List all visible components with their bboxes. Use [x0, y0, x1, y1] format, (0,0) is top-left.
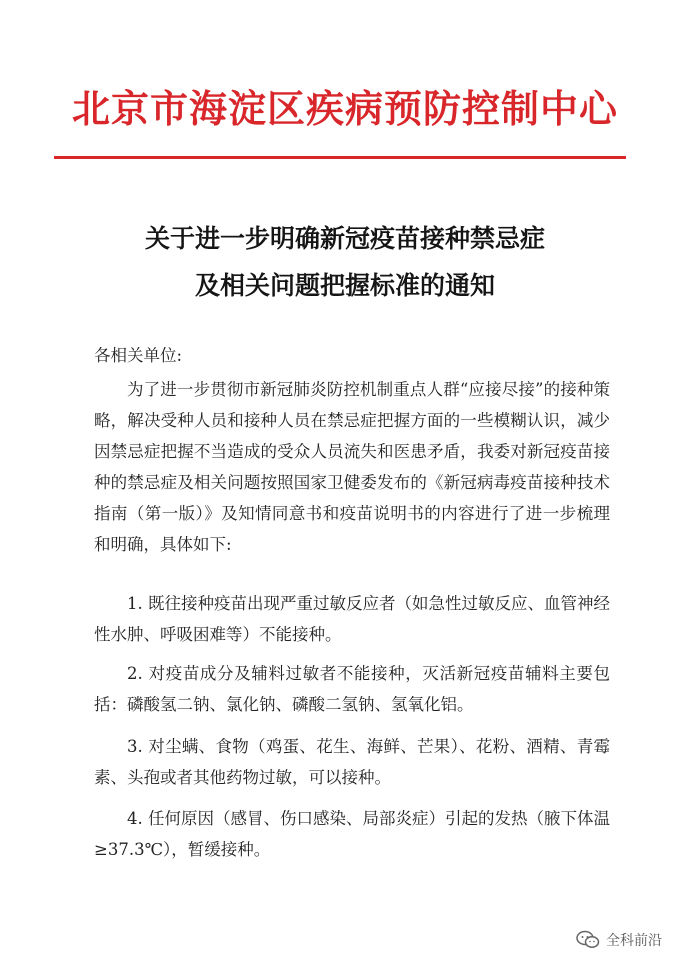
organization-header: 北京市海淀区疾病预防控制中心	[71, 86, 618, 131]
intro-paragraph: 为了进一步贯彻市新冠肺炎防控机制重点人群“应接尽接”的接种策略，解决受种人员和接种人员在禁忌症把握方面的一些模糊认识，减少因禁忌症把握不当造成的受众人员流失和医患矛盾，我委对新冠疫苗接种的禁忌症及相关问题按照国家卫健委发布的《新冠病毒疫苗接种技术指南（第一版）》及知情同意书和疫苗说明书的内容进行了进一步梳理和明确，具体如下:	[94, 380, 610, 554]
document-title-line-2: 及相关问题把握标准的通知	[194, 271, 495, 300]
wechat-icon	[576, 930, 600, 950]
salutation: 各相关单位:	[94, 346, 183, 365]
item-1: 1. 既往接种疫苗出现严重过敏反应者（如急性过敏反应、血管神经性水肿、呼吸困难等）不能接种。	[94, 594, 610, 644]
item-2: 2. 对疫苗成分及辅料过敏者不能接种，灭活新冠疫苗辅料主要包括：磷酸氢二钠、氯化钠、磷酸二氢钠、氢氧化铝。	[94, 664, 610, 714]
header-divider	[54, 156, 626, 159]
document-title-line-1: 关于进一步明确新冠疫苗接种禁忌症	[144, 224, 545, 253]
item-3: 3. 对尘螨、食物（鸡蛋、花生、海鲜、芒果）、花粉、酒精、青霉素、头孢或者其他药物过敏，可以接种。	[94, 737, 610, 787]
item-4: 4. 任何原因（感冒、伤口感染、局部炎症）引起的发热（腋下体温≥37.3℃），暂缓接种。	[94, 809, 610, 859]
watermark	[576, 930, 662, 950]
watermark-label: 全科前沿	[606, 933, 662, 949]
